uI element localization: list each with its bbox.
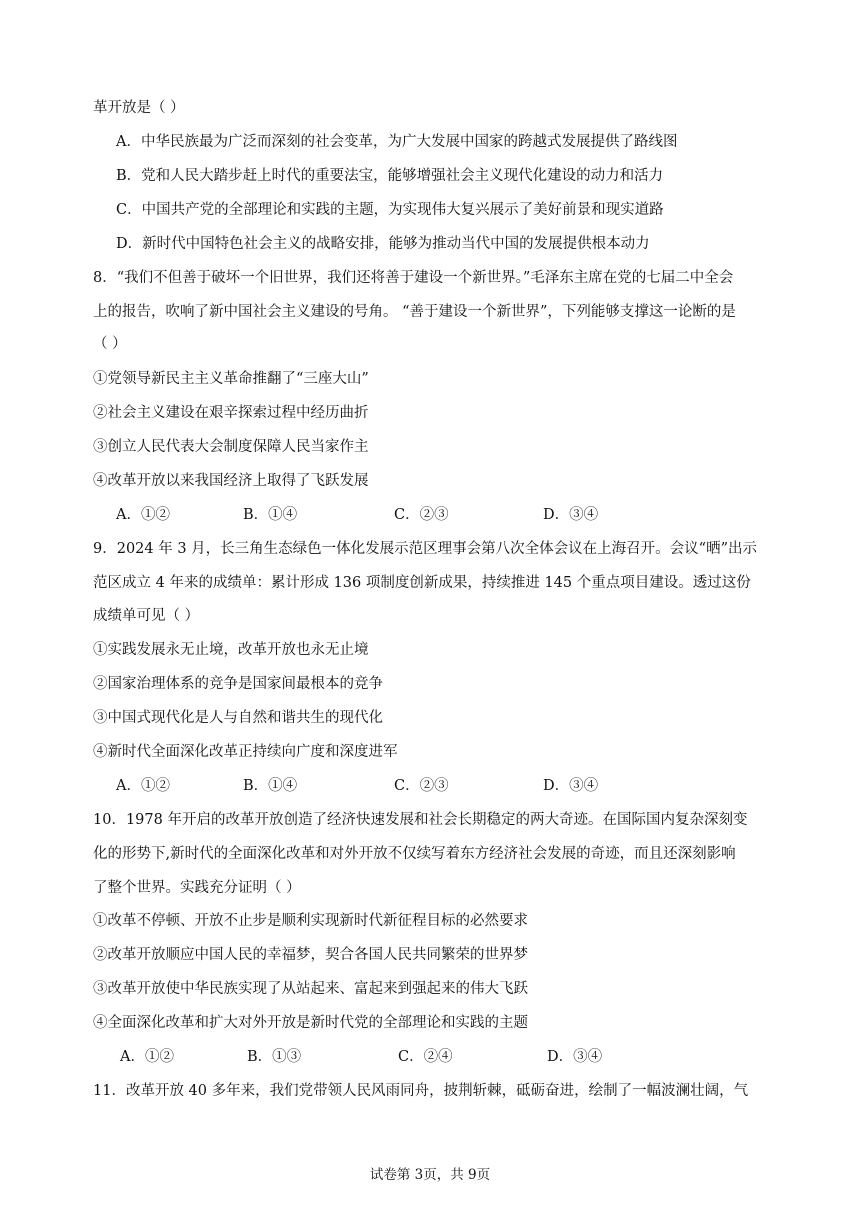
q7-option-c: C．中国共产党的全部理论和实践的主题，为实现伟大复兴展示了美好前景和现实道路 xyxy=(116,202,664,218)
q10-option-b: B．①③ xyxy=(247,1049,302,1065)
q8-stem-line-3: （ ） xyxy=(93,336,127,352)
q8-statement-1: ①党领导新民主主义革命推翻了“三座大山” xyxy=(93,371,369,387)
q9-option-a: A．①② xyxy=(116,778,170,794)
q10-option-a: A．①② xyxy=(120,1049,174,1065)
q8-stem-line-1: 8．“我们不但善于破坏一个旧世界，我们还将善于建设一个新世界。”毛泽东主席在党的七届二中全会 xyxy=(93,270,734,286)
q7-option-b: B．党和人民大踏步赶上时代的重要法宝，能够增强社会主义现代化建设的动力和活力 xyxy=(116,168,664,184)
q8-stem-line-2: 上的报告，吹响了新中国社会主义建设的号角。 “善于建设一个新世界”，下列能够支撑这一论断的是 xyxy=(93,304,736,320)
q8-option-d: D．③④ xyxy=(543,507,599,523)
q9-stem-line-1: 9．2024 年 3 月，长三角生态绿色一体化发展示范区理事会第八次全体会议在上海召开。会议“晒”出示 xyxy=(93,541,758,557)
q10-statement-4: ④全面深化改革和扩大对外开放是新时代党的全部理论和实践的主题 xyxy=(93,1015,528,1031)
q8-option-c: C．②③ xyxy=(394,507,449,523)
q10-stem-line-1: 10．1978 年开启的改革开放创造了经济快速发展和社会长期稳定的两大奇迹。在国际国内复杂深刻变 xyxy=(93,812,748,828)
q9-statement-2: ②国家治理体系的竞争是国家间最根本的竞争 xyxy=(93,676,383,692)
q9-option-d: D．③④ xyxy=(543,778,599,794)
q9-options xyxy=(116,776,636,796)
q10-stem-line-2: 化的形势下,新时代的全面深化改革和对外开放不仅续写着东方经济社会发展的奇迹，而且还深刻影响 xyxy=(93,846,736,862)
q8-statement-3: ③创立人民代表大会制度保障人民当家作主 xyxy=(93,439,369,455)
q9-statement-4: ④新时代全面深化改革正持续向广度和深度进军 xyxy=(93,744,398,760)
q11-stem-line-1: 11．改革开放 40 多年来，我们党带领人民风雨同舟，披荆斩棘，砥砺奋进，绘制了一幅波澜壮阔，气 xyxy=(93,1083,749,1099)
q10-option-d: D．③④ xyxy=(547,1049,603,1065)
q9-option-b: B．①④ xyxy=(243,778,298,794)
q8-option-b: B．①④ xyxy=(243,507,298,523)
page-footer: 试卷第 3页，共 9页 xyxy=(369,1167,491,1183)
q9-statement-1: ①实践发展永无止境，改革开放也永无止境 xyxy=(93,642,369,658)
q10-statement-1: ①改革不停顿、开放不止步是顺利实现新时代新征程目标的必然要求 xyxy=(93,913,528,929)
q9-statement-3: ③中国式现代化是人与自然和谐共生的现代化 xyxy=(93,710,383,726)
q9-stem-line-3: 成绩单可见（ ） xyxy=(93,608,200,624)
q10-option-c: C．②④ xyxy=(398,1049,453,1065)
q8-option-a: A．①② xyxy=(116,507,170,523)
q7-stem-tail: 革开放是（ ） xyxy=(93,100,185,116)
q10-statement-3: ③改革开放使中华民族实现了从站起来、富起来到强起来的伟大飞跃 xyxy=(93,981,528,997)
q8-statement-2: ②社会主义建设在艰辛探索过程中经历曲折 xyxy=(93,405,369,421)
q9-option-c: C．②③ xyxy=(394,778,449,794)
q9-stem-line-2: 范区成立 4 年来的成绩单：累计形成 136 项制度创新成果，持续推进 145 个重点项目建设。透过这份 xyxy=(93,575,751,591)
q10-statement-2: ②改革开放顺应中国人民的幸福梦，契合各国人民共同繁荣的世界梦 xyxy=(93,947,528,963)
q7-option-a: A．中华民族最为广泛而深刻的社会变革，为广大发展中国家的跨越式发展提供了路线图 xyxy=(116,134,678,150)
q8-statement-4: ④改革开放以来我国经济上取得了飞跃发展 xyxy=(93,473,369,489)
q8-options xyxy=(116,505,636,525)
q10-options xyxy=(120,1047,640,1067)
q10-stem-line-3: 了整个世界。实践充分证明（ ） xyxy=(93,880,301,896)
q7-option-d: D．新时代中国特色社会主义的战略安排，能够为推动当代中国的发展提供根本动力 xyxy=(116,236,650,252)
